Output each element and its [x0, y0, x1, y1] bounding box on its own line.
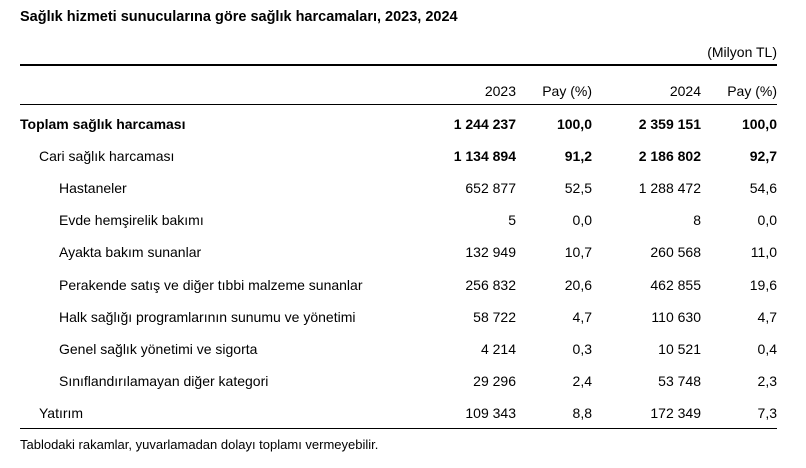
value-2023: 1 134 894 — [453, 148, 516, 164]
share-2024: 0,4 — [757, 341, 777, 357]
share-2024: 7,3 — [757, 405, 777, 421]
row-label: Evde hemşirelik bakımı — [59, 212, 204, 228]
table-row-current — [20, 144, 777, 168]
table-row — [20, 369, 777, 393]
row-label: Perakende satış ve diğer tıbbi malzeme sunanlar — [59, 277, 363, 293]
share-2024: 11,0 — [750, 244, 777, 260]
share-2023: 100,0 — [556, 116, 592, 132]
share-2024: 2,3 — [757, 373, 777, 389]
value-2024: 2 359 151 — [638, 116, 701, 132]
value-2023: 58 722 — [473, 309, 516, 325]
value-2024: 260 568 — [650, 244, 701, 260]
header-share-2024: Pay (%) — [727, 83, 777, 99]
share-2023: 10,7 — [564, 244, 592, 260]
value-2023: 4 214 — [480, 341, 516, 357]
share-2023: 0,3 — [572, 341, 592, 357]
table-row — [20, 240, 777, 264]
value-2024: 462 855 — [650, 277, 701, 293]
header-2024: 2024 — [669, 83, 701, 99]
share-2023: 8,8 — [572, 405, 592, 421]
table-header — [20, 79, 777, 103]
value-2024: 172 349 — [650, 405, 701, 421]
table-row — [20, 208, 777, 232]
row-label: Genel sağlık yönetimi ve sigorta — [59, 341, 258, 357]
row-label: Yatırım — [39, 405, 84, 421]
share-2023: 4,7 — [572, 309, 592, 325]
header-share-2023: Pay (%) — [542, 83, 592, 99]
table-title: Sağlık hizmeti sunucularına göre sağlık harcamaları, 2023, 2024 — [20, 9, 458, 25]
footnote: Tablodaki rakamlar, yuvarlamadan dolayı toplamı vermeyebilir. — [20, 437, 379, 452]
bottom-rule — [20, 428, 777, 429]
table-row-investment — [20, 401, 777, 425]
table-row — [20, 305, 777, 329]
share-2023: 91,2 — [564, 148, 592, 164]
share-2024: 54,6 — [749, 180, 777, 196]
row-label: Ayakta bakım sunanlar — [59, 244, 202, 260]
row-label: Toplam sağlık harcaması — [20, 116, 186, 132]
share-2024: 100,0 — [741, 116, 777, 132]
value-2023: 256 832 — [465, 277, 516, 293]
row-label: Sınıflandırılamayan diğer kategori — [59, 373, 269, 389]
row-label: Cari sağlık harcaması — [39, 148, 175, 164]
top-rule — [20, 64, 777, 66]
value-2023: 132 949 — [465, 244, 516, 260]
share-2024: 0,0 — [757, 212, 777, 228]
header-2023: 2023 — [484, 83, 516, 99]
share-2024: 19,6 — [749, 277, 777, 293]
value-2023: 652 877 — [465, 180, 516, 196]
share-2024: 4,7 — [757, 309, 777, 325]
value-2024: 1 288 472 — [638, 180, 701, 196]
share-2023: 20,6 — [564, 277, 592, 293]
header-rule — [20, 104, 777, 105]
table-row — [20, 337, 777, 361]
table-row — [20, 273, 777, 297]
value-2023: 1 244 237 — [453, 116, 516, 132]
row-label: Hastaneler — [59, 180, 127, 196]
unit-label: (Milyon TL) — [707, 44, 777, 60]
share-2024: 92,7 — [749, 148, 777, 164]
table-row-total — [20, 112, 777, 136]
share-2023: 2,4 — [572, 373, 592, 389]
value-2024: 110 630 — [651, 309, 701, 325]
value-2023: 5 — [508, 212, 516, 228]
value-2024: 10 521 — [658, 341, 701, 357]
row-label: Halk sağlığı programlarının sunumu ve yönetimi — [59, 309, 356, 325]
value-2023: 109 343 — [465, 405, 516, 421]
share-2023: 52,5 — [564, 180, 592, 196]
value-2024: 8 — [693, 212, 701, 228]
share-2023: 0,0 — [572, 212, 592, 228]
value-2023: 29 296 — [473, 373, 516, 389]
table-row — [20, 176, 777, 200]
value-2024: 53 748 — [658, 373, 701, 389]
value-2024: 2 186 802 — [638, 148, 701, 164]
